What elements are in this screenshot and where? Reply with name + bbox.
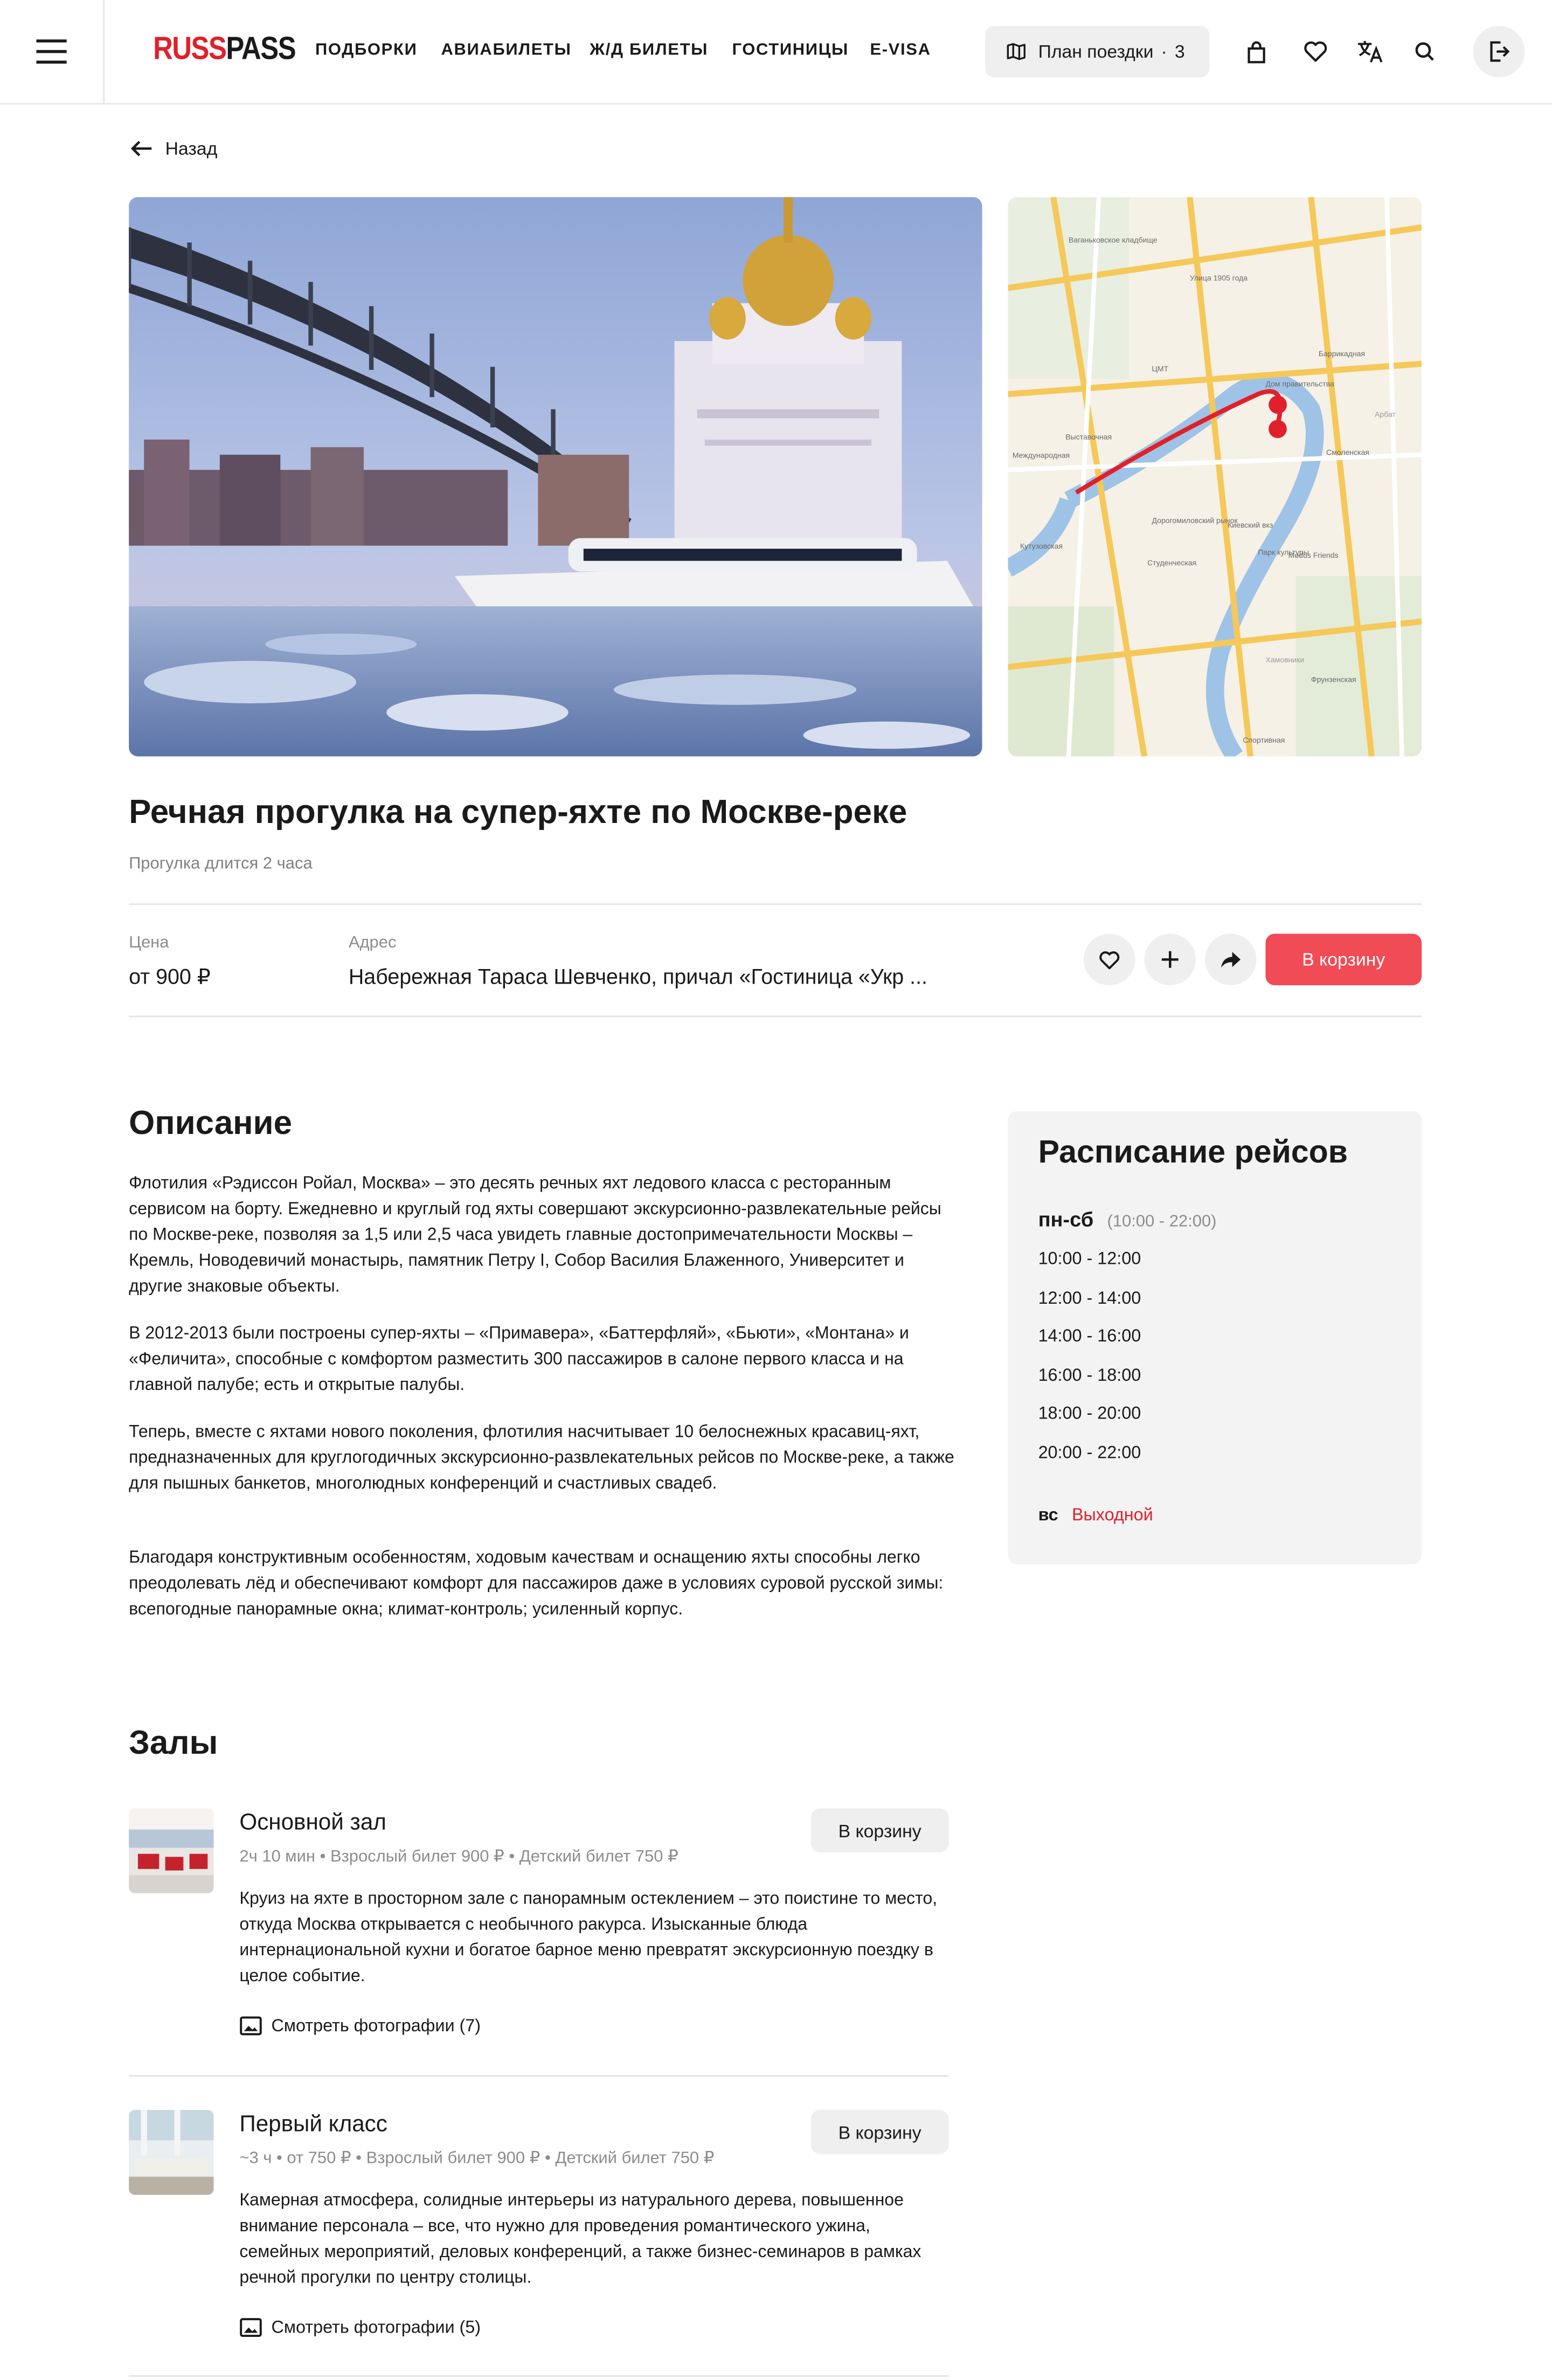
arrow-left-icon	[130, 140, 153, 158]
plus-icon	[1161, 950, 1179, 968]
trip-plan-button[interactable]: План поездки · 3	[985, 26, 1209, 78]
schedule-days	[1038, 1208, 1217, 1231]
search-icon	[1414, 41, 1435, 62]
event-title: Речная прогулка на супер-яхте по Москве-реке	[129, 792, 907, 831]
view-photos-label: Смотреть фотографии (7)	[271, 2017, 481, 2035]
price-value: от 900 ₽	[129, 964, 211, 988]
schedule-panel	[1008, 1111, 1422, 1565]
map-label: Ваганьковское кладбище	[1068, 236, 1158, 244]
map-label: Фрунзенская	[1311, 675, 1356, 684]
nav-trains[interactable]: Ж/Д БИЛЕТЫ	[590, 40, 709, 59]
description-paragraph: В 2012-2013 были построены супер-яхты – «Примавера», «Баттерфляй», «Бьюти», «Монтана» и «Феличита», способные с комфортом разместить 300 пассажиров в салоне первого класса и на главной палубе; есть и открытые палубы.	[129, 1325, 909, 1395]
divider	[129, 1015, 1422, 1017]
translate-icon	[1356, 39, 1384, 64]
hall-thumbnail[interactable]	[129, 1808, 214, 1893]
russpass-logo[interactable]: RUSSPASS	[153, 32, 296, 67]
map-label: Кутузовская	[1020, 542, 1063, 551]
map-label: Парк культуры	[1258, 548, 1309, 557]
description-heading: Описание	[129, 1103, 293, 1141]
map-icon	[1007, 43, 1027, 61]
off-day-label: вс	[1038, 1506, 1058, 1525]
event-duration-note: Прогулка длится 2 часа	[129, 855, 313, 873]
map-label: Смоленская	[1326, 447, 1369, 456]
logout-icon	[1487, 39, 1511, 64]
schedule-off-day	[1038, 1507, 1153, 1525]
map-image	[1008, 197, 1422, 757]
hall-name: Основной зал	[239, 1810, 386, 1836]
bag-button[interactable]	[1241, 37, 1271, 67]
language-button[interactable]	[1355, 37, 1385, 67]
image-icon	[239, 2317, 262, 2337]
hall-description: Камерная атмосфера, солидные интерьеры из натурального дерева, повышенное внимание персонала – все, что нужно для проведения романтического ужина, семейных мероприятий, деловых конференций, а также бизнес-семинаров в рамках речной прогулки по центру столицы.	[239, 2191, 922, 2288]
favorites-button[interactable]	[1300, 37, 1331, 67]
map-label: Хамовники	[1265, 655, 1305, 665]
add-to-plan-button[interactable]	[1144, 934, 1196, 986]
description-paragraph: Благодаря конструктивным особенностям, ходовым качествам и оснащению яхты способны легко преодолевать лёд и обеспечивают комфорт для пассажиров даже в условиях суровой русской зимы: всепогодные панорамные окна; климат-контроль; усиленный корпус.	[129, 1549, 944, 1619]
divider	[129, 2075, 949, 2077]
nav-collections[interactable]: ПОДБОРКИ	[315, 40, 418, 59]
heart-icon	[1304, 41, 1328, 62]
off-day-status: Выходной	[1071, 1506, 1153, 1525]
map-label: Международная	[1012, 451, 1070, 460]
favorite-button[interactable]	[1084, 934, 1135, 986]
halls-heading: Залы	[129, 1723, 218, 1762]
menu-icon	[37, 39, 67, 64]
description-paragraph: Флотилия «Рэдиссон Ройал, Москва» – это десять речных яхт ледового класса с ресторанным сервисом на борту. Ежедневно и круглый год яхты совершают экскурсионно-развлекательные рейсы по Москве-реке, позволяя за 1,5 или 2,5 часа увидеть главные достопримечательности Москвы – Кремль, Новодевичий монастырь, памятник Петру I, Собор Василия Блаженного, Университет и другие знаковые объекты.	[129, 1174, 941, 1296]
hall-add-to-cart-button[interactable]: В корзину	[811, 1808, 949, 1852]
schedule-hours: (10:00 - 22:00)	[1107, 1213, 1217, 1231]
schedule-slot: 10:00 - 12:00	[1038, 1250, 1141, 1269]
nav-evisa[interactable]: E-VISA	[870, 40, 931, 59]
map-label: Киевский вкз	[1228, 520, 1273, 529]
trip-plan-count: 3	[1174, 40, 1185, 63]
search-button[interactable]	[1410, 37, 1440, 67]
nav-hotels[interactable]: ГОСТИНИЦЫ	[732, 40, 849, 59]
location-map[interactable]	[1008, 197, 1422, 757]
map-label: Спортивная	[1243, 736, 1285, 745]
view-photos-link[interactable]	[239, 2016, 481, 2036]
hall-name: Первый класс	[239, 2111, 387, 2137]
description-paragraph: Теперь, вместе с яхтами нового поколения, флотилия насчитывает 10 белоснежных красавиц-яхт, предназначенных для круглогодичных экскурсионно-развлекательных рейсов по Москве-реке, а также для пышных банкетов, многолюдных конференций и счастливых свадеб.	[129, 1423, 954, 1493]
schedule-slot: 20:00 - 22:00	[1038, 1444, 1141, 1463]
cathedral-bridge-photo	[129, 197, 982, 757]
image-icon	[239, 2016, 262, 2036]
back-link[interactable]	[130, 138, 217, 159]
schedule-slot: 16:00 - 18:00	[1038, 1367, 1141, 1386]
schedule-heading: Расписание рейсов	[1038, 1135, 1348, 1171]
map-label: Дорогомиловский рынок	[1152, 516, 1238, 525]
map-label: Modus Friends	[1288, 551, 1339, 559]
view-photos-label: Смотреть фотографии (5)	[271, 2318, 481, 2337]
logout-button[interactable]	[1473, 26, 1525, 78]
divider	[129, 2375, 949, 2377]
bag-icon	[1246, 40, 1267, 63]
share-button[interactable]	[1205, 934, 1257, 986]
map-label: Выставочная	[1065, 432, 1112, 441]
schedule-slot: 18:00 - 20:00	[1038, 1405, 1141, 1423]
map-label: Баррикадная	[1318, 349, 1366, 358]
address-value: Набережная Тараса Шевченко, причал «Гостиница «Укр ...	[348, 964, 927, 988]
top-header	[0, 0, 1552, 105]
map-label: Студенческая	[1147, 558, 1197, 568]
menu-button[interactable]	[0, 0, 105, 103]
back-label: Назад	[165, 137, 218, 160]
trip-plan-label: План поездки	[1038, 40, 1154, 63]
event-photo[interactable]	[129, 197, 982, 757]
share-icon	[1220, 950, 1241, 968]
hall-meta: ~3 ч • от 750 ₽ • Взрослый билет 900 ₽ • Детский билет 750 ₽	[239, 2149, 715, 2168]
map-label: Улица 1905 года	[1189, 273, 1248, 282]
hall-description: Круиз на яхте в просторном зале с панорамным остеклением – это поистине то место, откуда Москва открывается с необычного ракурса. Изысканные блюда интернациональной кухни и богатое барное меню превратят экскурсионную поездку в целое событие.	[239, 1890, 938, 1986]
heart-icon	[1099, 950, 1120, 970]
divider	[129, 903, 1422, 905]
schedule-slot: 14:00 - 16:00	[1038, 1327, 1141, 1346]
view-photos-link[interactable]	[239, 2317, 481, 2337]
schedule-slot: 12:00 - 14:00	[1038, 1290, 1141, 1309]
map-label: ЦМТ	[1152, 364, 1169, 373]
hall-meta: 2ч 10 мин • Взрослый билет 900 ₽ • Детский билет 750 ₽	[239, 1848, 678, 1866]
price-label: Цена	[129, 933, 169, 952]
map-label: Арбат	[1374, 410, 1396, 419]
add-to-cart-button[interactable]: В корзину	[1265, 934, 1422, 986]
address-label: Адрес	[348, 933, 397, 952]
schedule-days-label: пн-сб	[1038, 1208, 1094, 1231]
nav-flights[interactable]: АВИАБИЛЕТЫ	[441, 40, 572, 59]
map-label: Дом правительства	[1265, 379, 1334, 389]
hall-add-to-cart-button[interactable]: В корзину	[811, 2110, 949, 2154]
hall-thumbnail[interactable]	[129, 2110, 214, 2195]
